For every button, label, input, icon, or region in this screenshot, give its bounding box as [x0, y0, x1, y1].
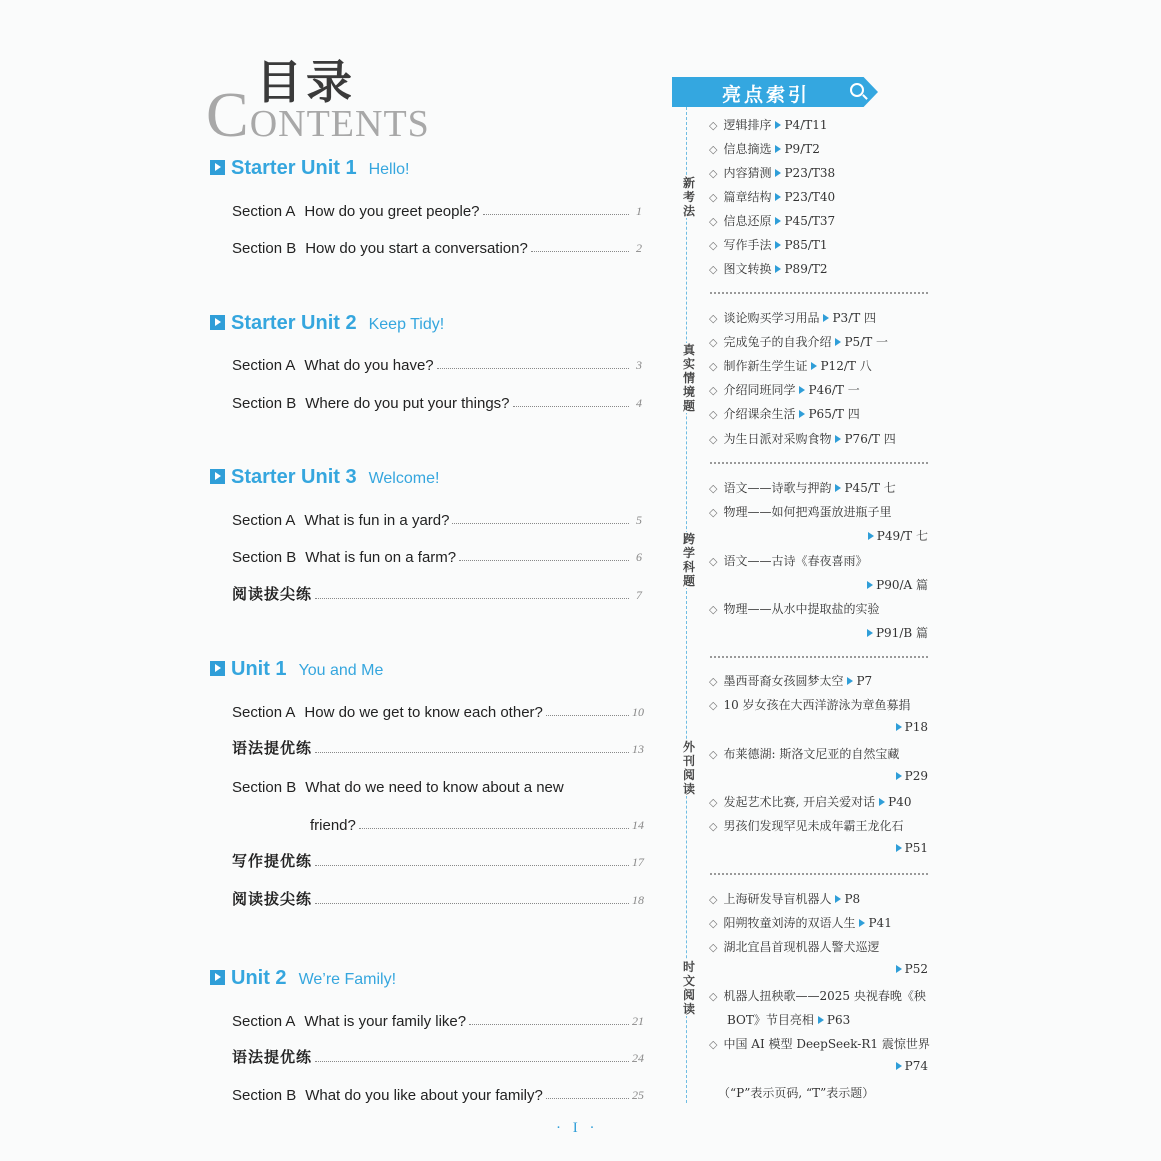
category-label-char: 真	[682, 343, 695, 357]
diamond-icon: ◇	[709, 239, 718, 252]
leader-dots	[315, 752, 629, 753]
item-text: 信息还原	[723, 214, 772, 228]
item-text: 制作新生学生证	[723, 359, 808, 373]
diamond-icon: ◇	[709, 482, 718, 495]
category-label-char: 情	[682, 371, 695, 385]
triangle-icon	[867, 581, 873, 589]
page-number: 1	[636, 204, 642, 218]
page-number: 24	[632, 1051, 644, 1065]
item-text: 逻辑排序	[723, 118, 772, 132]
leader-dots	[513, 406, 629, 407]
leader-dots	[437, 368, 629, 369]
item-text: 湖北宜昌首现机器人警犬巡逻	[723, 940, 880, 954]
entry-title: 阅读拔尖练	[232, 585, 313, 603]
index-item[interactable]	[709, 164, 931, 181]
section-label: Section A	[232, 512, 296, 529]
diamond-icon: ◇	[709, 796, 718, 809]
category-label-char: 跨	[682, 532, 695, 546]
entry-title: What is fun on a farm?	[305, 549, 457, 566]
toc-entry[interactable]	[310, 810, 642, 834]
index-item[interactable]	[709, 430, 931, 447]
dotted-separator	[710, 656, 928, 658]
item-ref: P40	[888, 795, 912, 809]
entry-title: What is fun in a yard?	[304, 512, 450, 529]
item-ref: P12/T 八	[820, 359, 872, 373]
arrow-icon	[210, 160, 225, 175]
section-label: Section B	[232, 779, 297, 796]
triangle-icon	[835, 484, 841, 492]
item-text: 语文——古诗《春夜喜雨》	[723, 554, 868, 568]
toc-entry[interactable]	[232, 542, 642, 566]
index-item[interactable]	[709, 188, 931, 205]
entry-title: friend?	[310, 817, 356, 834]
category-label	[681, 740, 697, 796]
triangle-icon	[896, 965, 902, 973]
leader-dots	[315, 598, 629, 599]
page-number-footer: · I ·	[556, 1120, 599, 1136]
item-ref: P5/T 一	[844, 335, 889, 349]
index-divider-line	[686, 107, 687, 1103]
page-title-cn: 目录	[256, 55, 356, 109]
index-item[interactable]	[709, 333, 931, 350]
triangle-icon	[847, 677, 853, 685]
category-label-char: 阅	[682, 768, 695, 782]
toc-entry[interactable]	[232, 350, 642, 374]
category-label-char: 境	[682, 385, 695, 399]
diamond-icon: ◇	[709, 384, 718, 397]
item-ref: P74	[904, 1059, 928, 1073]
diamond-icon: ◇	[709, 215, 718, 228]
category-label-char: 刊	[682, 754, 695, 768]
category-label	[681, 343, 697, 413]
item-ref: P29	[904, 769, 928, 783]
index-item[interactable]	[709, 236, 931, 253]
category-label-char: 时	[682, 960, 695, 974]
diamond-icon: ◇	[709, 408, 718, 421]
toc-entry[interactable]	[232, 1006, 642, 1030]
title-en-initial: C	[206, 79, 250, 150]
item-ref: P18	[904, 720, 928, 734]
item-text: 语文——诗歌与押韵	[723, 481, 832, 495]
unit-subtitle: Welcome!	[368, 470, 440, 487]
category-label-char: 读	[682, 1002, 695, 1016]
item-ref: P52	[904, 962, 928, 976]
item-text: 为生日派对采购食物	[723, 432, 832, 446]
entry-title: What do we need to know about a new	[305, 779, 564, 796]
index-item[interactable]	[709, 503, 931, 520]
triangle-icon	[775, 241, 781, 249]
diamond-icon: ◇	[709, 893, 718, 906]
section-label: Section A	[232, 203, 296, 220]
diamond-icon: ◇	[709, 312, 718, 325]
triangle-icon	[775, 217, 781, 225]
index-item[interactable]	[709, 938, 931, 955]
arrow-icon	[210, 469, 225, 484]
item-text: BOT》节目亮相	[727, 1013, 814, 1027]
item-ref: P51	[904, 841, 928, 855]
unit-name: Unit 2	[231, 967, 287, 989]
item-ref: P7	[856, 674, 873, 688]
leader-dots	[469, 1024, 629, 1025]
entry-title: 语法提优练	[232, 739, 313, 757]
entry-title: Where do you put your things?	[305, 395, 510, 412]
index-item[interactable]	[709, 309, 931, 326]
item-ref: P23/T40	[784, 190, 836, 204]
diamond-icon: ◇	[709, 941, 718, 954]
category-label-char: 法	[682, 204, 695, 218]
arrow-icon	[210, 970, 225, 985]
toc-entry[interactable]	[232, 233, 642, 257]
diamond-icon: ◇	[709, 699, 718, 712]
toc-entry[interactable]	[232, 196, 642, 220]
unit-name: Unit 1	[231, 658, 287, 680]
triangle-icon	[868, 532, 874, 540]
item-text: 男孩们发现罕见未成年霸王龙化石	[723, 819, 904, 833]
unit-name: Starter Unit 3	[231, 466, 357, 488]
item-text: 介绍同班同学	[723, 383, 796, 397]
item-ref: P4/T11	[784, 118, 828, 132]
item-text: 物理——如何把鸡蛋放进瓶子里	[723, 505, 892, 519]
toc-entry[interactable]	[232, 1043, 642, 1067]
diamond-icon: ◇	[709, 506, 718, 519]
toc-entry[interactable]	[232, 697, 642, 721]
page-number: 18	[632, 893, 644, 907]
triangle-icon	[775, 265, 781, 273]
item-ref: P45/T 七	[844, 481, 896, 495]
entry-title: 写作提优练	[232, 852, 313, 870]
index-item[interactable]	[709, 672, 931, 689]
category-label-char: 科	[682, 560, 695, 574]
item-ref: P89/T2	[784, 262, 828, 276]
index-item[interactable]	[709, 552, 931, 569]
entry-title: What do you like about your family?	[305, 1087, 543, 1104]
index-item-ref-line[interactable]	[864, 527, 928, 544]
page-title-en	[206, 78, 430, 152]
section-label: Section A	[232, 1013, 296, 1030]
triangle-icon	[811, 362, 817, 370]
leader-dots	[315, 903, 629, 904]
item-ref: P65/T 四	[808, 407, 860, 421]
leader-dots	[315, 1061, 629, 1062]
triangle-icon	[896, 772, 902, 780]
item-ref: P91/B 篇	[875, 626, 928, 640]
item-text: 阳朔牧童刘涛的双语人生	[723, 916, 856, 930]
index-item[interactable]	[709, 745, 931, 762]
item-text: 发起艺术比赛, 开启关爱对话	[723, 795, 876, 809]
diamond-icon: ◇	[709, 748, 718, 761]
unit-name: Starter Unit 1	[231, 157, 357, 179]
dotted-separator	[710, 292, 928, 294]
item-ref: P85/T1	[784, 238, 828, 252]
page-number: 2	[636, 241, 642, 255]
index-item[interactable]	[709, 890, 931, 907]
diamond-icon: ◇	[709, 191, 718, 204]
leader-dots	[359, 828, 629, 829]
triangle-icon	[896, 844, 902, 852]
page-number: 17	[632, 855, 644, 869]
leader-dots	[452, 523, 629, 524]
diamond-icon: ◇	[709, 167, 718, 180]
item-ref: P3/T 四	[832, 311, 877, 325]
arrow-icon	[210, 661, 225, 676]
category-label-char: 考	[682, 190, 695, 204]
toc-entry[interactable]	[232, 1080, 642, 1104]
item-text: 中国 AI 模型 DeepSeek-R1 震惊世界	[723, 1037, 930, 1051]
item-ref: P45/T37	[784, 214, 836, 228]
title-en-rest: ONTENTS	[249, 103, 430, 145]
item-ref: P63	[826, 1013, 851, 1027]
page-number: 5	[636, 513, 642, 527]
item-ref: P8	[844, 892, 861, 906]
diamond-icon: ◇	[709, 990, 718, 1003]
category-label-char: 实	[682, 357, 695, 371]
toc-entry[interactable]	[232, 580, 642, 604]
page-number: 13	[632, 742, 644, 756]
index-item-continued[interactable]	[727, 1011, 949, 1028]
diamond-icon: ◇	[709, 1038, 718, 1051]
triangle-icon	[896, 723, 902, 731]
search-icon[interactable]	[850, 83, 864, 97]
triangle-icon	[775, 121, 781, 129]
entry-title: 阅读拔尖练	[232, 890, 313, 908]
category-label-char: 题	[682, 399, 695, 413]
leader-dots	[546, 715, 629, 716]
diamond-icon: ◇	[709, 555, 718, 568]
unit-heading[interactable]	[210, 658, 383, 684]
diamond-icon: ◇	[709, 603, 718, 616]
toc-entry[interactable]	[232, 885, 642, 909]
page-number: 14	[632, 818, 644, 832]
leader-dots	[459, 560, 629, 561]
section-label: Section B	[232, 549, 297, 566]
category-label-char: 学	[682, 546, 695, 560]
index-item-ref-line[interactable]	[863, 576, 928, 593]
index-item-ref-line[interactable]	[892, 962, 928, 976]
dotted-separator	[710, 462, 928, 464]
item-text: 谈论购买学习用品	[723, 311, 820, 325]
triangle-icon	[823, 314, 829, 322]
triangle-icon	[896, 1062, 902, 1070]
toc-entry[interactable]	[232, 734, 642, 758]
index-item[interactable]	[709, 479, 931, 496]
triangle-icon	[835, 435, 841, 443]
category-label-char: 阅	[682, 988, 695, 1002]
item-text: 图文转换	[723, 262, 772, 276]
index-item[interactable]	[709, 260, 931, 277]
diamond-icon: ◇	[709, 143, 718, 156]
item-text: 介绍课余生活	[723, 407, 796, 421]
item-ref: P41	[868, 916, 892, 930]
item-ref: P49/T 七	[876, 529, 928, 543]
index-item-ref-line[interactable]	[863, 624, 928, 641]
page-number: 3	[636, 358, 642, 372]
diamond-icon: ◇	[709, 360, 718, 373]
triangle-icon	[775, 169, 781, 177]
category-label-char: 文	[682, 974, 695, 988]
item-ref: P23/T38	[784, 166, 836, 180]
category-label-char: 读	[682, 782, 695, 796]
diamond-icon: ◇	[709, 820, 718, 833]
dotted-separator	[710, 873, 928, 875]
triangle-icon	[775, 193, 781, 201]
index-item[interactable]	[709, 140, 931, 157]
unit-subtitle: Keep Tidy!	[368, 316, 445, 333]
index-item[interactable]	[709, 696, 931, 713]
index-item[interactable]	[709, 914, 931, 931]
diamond-icon: ◇	[709, 119, 718, 132]
diamond-icon: ◇	[709, 917, 718, 930]
section-label: Section B	[232, 395, 297, 412]
category-label	[681, 532, 697, 588]
triangle-icon	[835, 895, 841, 903]
unit-subtitle: We’re Family!	[298, 971, 397, 988]
leader-dots	[483, 214, 629, 215]
item-text: 物理——从水中提取盐的实验	[723, 602, 880, 616]
entry-title: 语法提优练	[232, 1048, 313, 1066]
index-item-ref-line[interactable]	[892, 841, 928, 855]
unit-subtitle: Hello!	[368, 161, 410, 178]
section-label: Section B	[232, 1087, 297, 1104]
item-text: 10 岁女孩在大西洋游泳为章鱼募捐	[723, 698, 911, 712]
item-text: 信息摘选	[723, 142, 772, 156]
item-ref: P46/T 一	[808, 383, 860, 397]
category-label	[681, 960, 697, 1016]
page-number: 25	[632, 1088, 644, 1102]
index-item[interactable]	[709, 116, 931, 133]
page-number: 4	[636, 396, 642, 410]
item-text: 机器人扭秧歌——2025 央视春晚《秧	[723, 989, 926, 1003]
category-label-char: 题	[682, 574, 695, 588]
index-title: 亮点索引	[722, 84, 811, 106]
category-label-char: 外	[682, 740, 695, 754]
index-item-ref-line[interactable]	[892, 1059, 928, 1073]
toc-entry[interactable]	[232, 505, 642, 529]
item-text: 完成兔子的自我介绍	[723, 335, 832, 349]
item-ref: P9/T2	[784, 142, 820, 156]
section-label: Section A	[232, 704, 296, 721]
item-text: 墨西哥裔女孩圆梦太空	[723, 674, 844, 688]
triangle-icon	[799, 386, 805, 394]
item-text: 篇章结构	[723, 190, 772, 204]
unit-heading[interactable]	[210, 967, 396, 993]
category-label-char: 新	[682, 176, 695, 190]
item-text: 内容猜测	[723, 166, 772, 180]
triangle-icon	[775, 145, 781, 153]
triangle-icon	[835, 338, 841, 346]
item-ref: P90/A 篇	[876, 578, 928, 592]
item-ref: P76/T 四	[844, 432, 896, 446]
unit-heading[interactable]	[210, 312, 444, 338]
index-item[interactable]	[709, 357, 931, 374]
index-item[interactable]	[709, 793, 931, 810]
triangle-icon	[859, 919, 865, 927]
unit-name: Starter Unit 2	[231, 312, 357, 334]
index-item[interactable]	[709, 212, 931, 229]
section-label: Section B	[232, 240, 297, 257]
unit-subtitle: You and Me	[298, 662, 384, 679]
diamond-icon: ◇	[709, 433, 718, 446]
index-item[interactable]	[709, 987, 931, 1004]
entry-title: How do you greet people?	[304, 203, 480, 220]
toc-entry[interactable]	[232, 847, 642, 871]
page-number: 6	[636, 550, 642, 564]
leader-dots	[531, 251, 629, 252]
toc-entry[interactable]	[232, 388, 642, 412]
index-item-ref-line[interactable]	[892, 720, 928, 734]
index-item[interactable]	[709, 1035, 931, 1052]
triangle-icon	[879, 798, 885, 806]
toc-entry[interactable]	[232, 772, 612, 796]
index-item[interactable]	[709, 817, 931, 834]
category-label	[681, 176, 697, 218]
unit-heading[interactable]	[210, 157, 410, 183]
entry-title: How do you start a conversation?	[305, 240, 528, 257]
index-item[interactable]	[709, 600, 931, 617]
index-item[interactable]	[709, 381, 931, 398]
index-note: （“P”表示页码, “T”表示题）	[718, 1086, 875, 1100]
page-number: 10	[632, 705, 644, 719]
triangle-icon	[799, 410, 805, 418]
page-number: 7	[636, 588, 642, 602]
section-label: Section A	[232, 357, 296, 374]
item-text: 布莱德湖: 斯洛文尼亚的自然宝藏	[723, 747, 900, 761]
diamond-icon: ◇	[709, 336, 718, 349]
item-text: 写作手法	[723, 238, 772, 252]
leader-dots	[315, 865, 629, 866]
triangle-icon	[867, 629, 873, 637]
arrow-icon	[210, 315, 225, 330]
entry-title: What do you have?	[304, 357, 434, 374]
index-item-ref-line[interactable]	[892, 769, 928, 783]
entry-title: What is your family like?	[304, 1013, 467, 1030]
diamond-icon: ◇	[709, 675, 718, 688]
diamond-icon: ◇	[709, 263, 718, 276]
entry-title: How do we get to know each other?	[304, 704, 543, 721]
unit-heading[interactable]	[210, 466, 439, 492]
leader-dots	[546, 1098, 629, 1099]
triangle-icon	[818, 1016, 824, 1024]
page-number: 21	[632, 1014, 644, 1028]
index-item[interactable]	[709, 405, 931, 422]
item-text: 上海研发导盲机器人	[723, 892, 832, 906]
